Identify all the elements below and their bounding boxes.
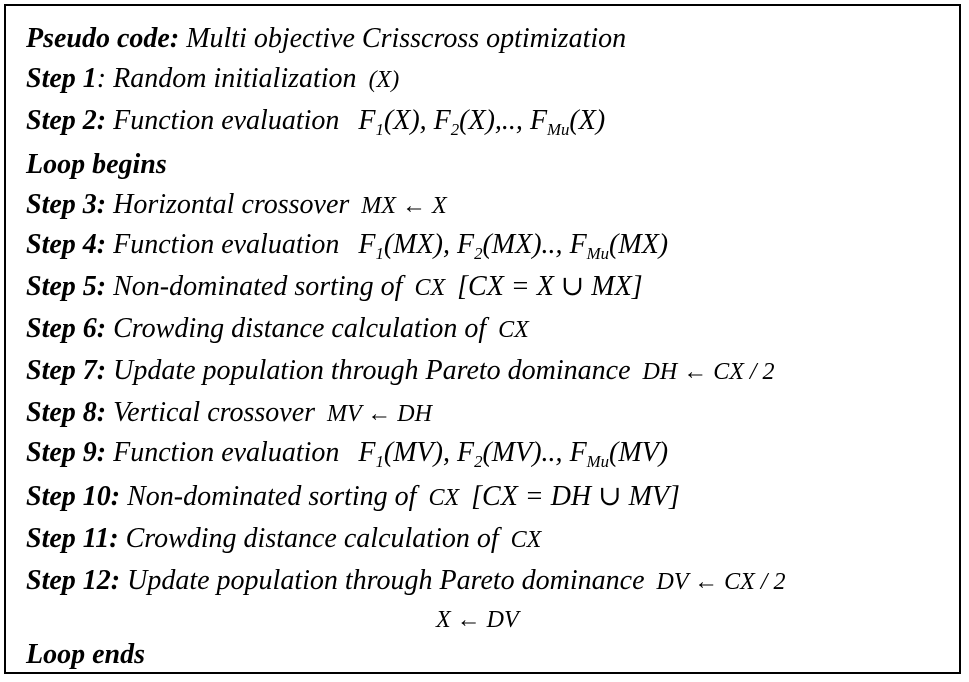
line-math: DV ← CX / 2 bbox=[656, 569, 786, 595]
line-label: Step 2: bbox=[26, 105, 107, 136]
line-math: CX bbox=[498, 317, 529, 343]
step-9-line bbox=[26, 436, 668, 479]
line-text: Crowding distance calculation of bbox=[118, 523, 499, 554]
pseudocode-box bbox=[4, 4, 961, 674]
step-7-line bbox=[26, 354, 775, 389]
line-math: MV ← DH bbox=[327, 401, 432, 427]
line-text: : Random initialization bbox=[96, 63, 357, 94]
line-label: Pseudo code: bbox=[26, 23, 180, 54]
line-math: CX bbox=[510, 527, 542, 553]
line-label: Loop begins bbox=[26, 149, 167, 180]
line-text: Update population through Pareto dominance bbox=[106, 355, 631, 386]
step-12-line bbox=[26, 564, 785, 599]
step-8-line bbox=[26, 396, 432, 431]
line-text: Multi objective Crisscross optimization bbox=[179, 23, 627, 54]
loop-ends-line bbox=[26, 638, 145, 672]
line-text: Non-dominated sorting of bbox=[120, 481, 417, 512]
step-10-line bbox=[26, 480, 680, 515]
line-math: MX ← X bbox=[361, 193, 447, 219]
line-math: CX bbox=[428, 485, 460, 511]
formula-step4: $F_1(MX)$, $F_2(MX)$.., $F_{Mu}(MX)$ bbox=[358, 229, 669, 263]
line-label: Step 4: bbox=[26, 229, 107, 260]
line-label: Step 6: bbox=[26, 313, 107, 344]
line-label: Step 8: bbox=[26, 397, 107, 428]
line-label: Step 11: bbox=[26, 523, 119, 554]
step-5-line bbox=[26, 270, 643, 305]
step-4-line bbox=[26, 228, 668, 271]
line-text: Crowding distance calculation of bbox=[106, 313, 487, 344]
line-math: (X) bbox=[368, 67, 400, 93]
step-2-line bbox=[26, 104, 605, 147]
step-11-line bbox=[26, 522, 541, 557]
assignment-line bbox=[436, 602, 519, 637]
line-text: Vertical crossover bbox=[106, 397, 316, 428]
step-6-line bbox=[26, 312, 529, 347]
formula-step2: $F_1(X)$, $F_2(X)$,.., $F_{Mu}(X)$ bbox=[358, 105, 606, 139]
line-math: CX bbox=[414, 275, 446, 301]
line-label: Step 5: bbox=[26, 271, 107, 302]
line-label: Step 12: bbox=[26, 565, 121, 596]
line-label: Step 10: bbox=[26, 481, 121, 512]
line-text: Function evaluation bbox=[106, 229, 340, 260]
line-math: DH ← CX / 2 bbox=[642, 359, 775, 385]
loop-begins-line bbox=[26, 148, 167, 182]
pseudocode-title-line bbox=[26, 22, 626, 56]
line-text: Function evaluation bbox=[106, 105, 340, 136]
line-label: Loop ends bbox=[26, 639, 145, 670]
line-label: Step 7: bbox=[26, 355, 107, 386]
line-label: Step 3: bbox=[26, 189, 107, 220]
line-text: Function evaluation bbox=[106, 437, 340, 468]
formula-step9: $F_1(MV)$, $F_2(MV)$.., $F_{Mu}(MV)$ bbox=[358, 437, 669, 471]
line-text: Horizontal crossover bbox=[106, 189, 350, 220]
line-math-bracket: [CX = DH ∪ MV] bbox=[471, 481, 680, 512]
line-label: Step 9: bbox=[26, 437, 107, 468]
line-math-bracket: [CX = X ∪ MX] bbox=[457, 271, 643, 302]
step-1-line bbox=[26, 62, 399, 97]
line-text: Non-dominated sorting of bbox=[106, 271, 403, 302]
line-label: Step 1 bbox=[26, 63, 97, 94]
step-3-line bbox=[26, 188, 447, 223]
line-text: Update population through Pareto dominance bbox=[120, 565, 645, 596]
line-math: X ← DV bbox=[436, 607, 519, 633]
